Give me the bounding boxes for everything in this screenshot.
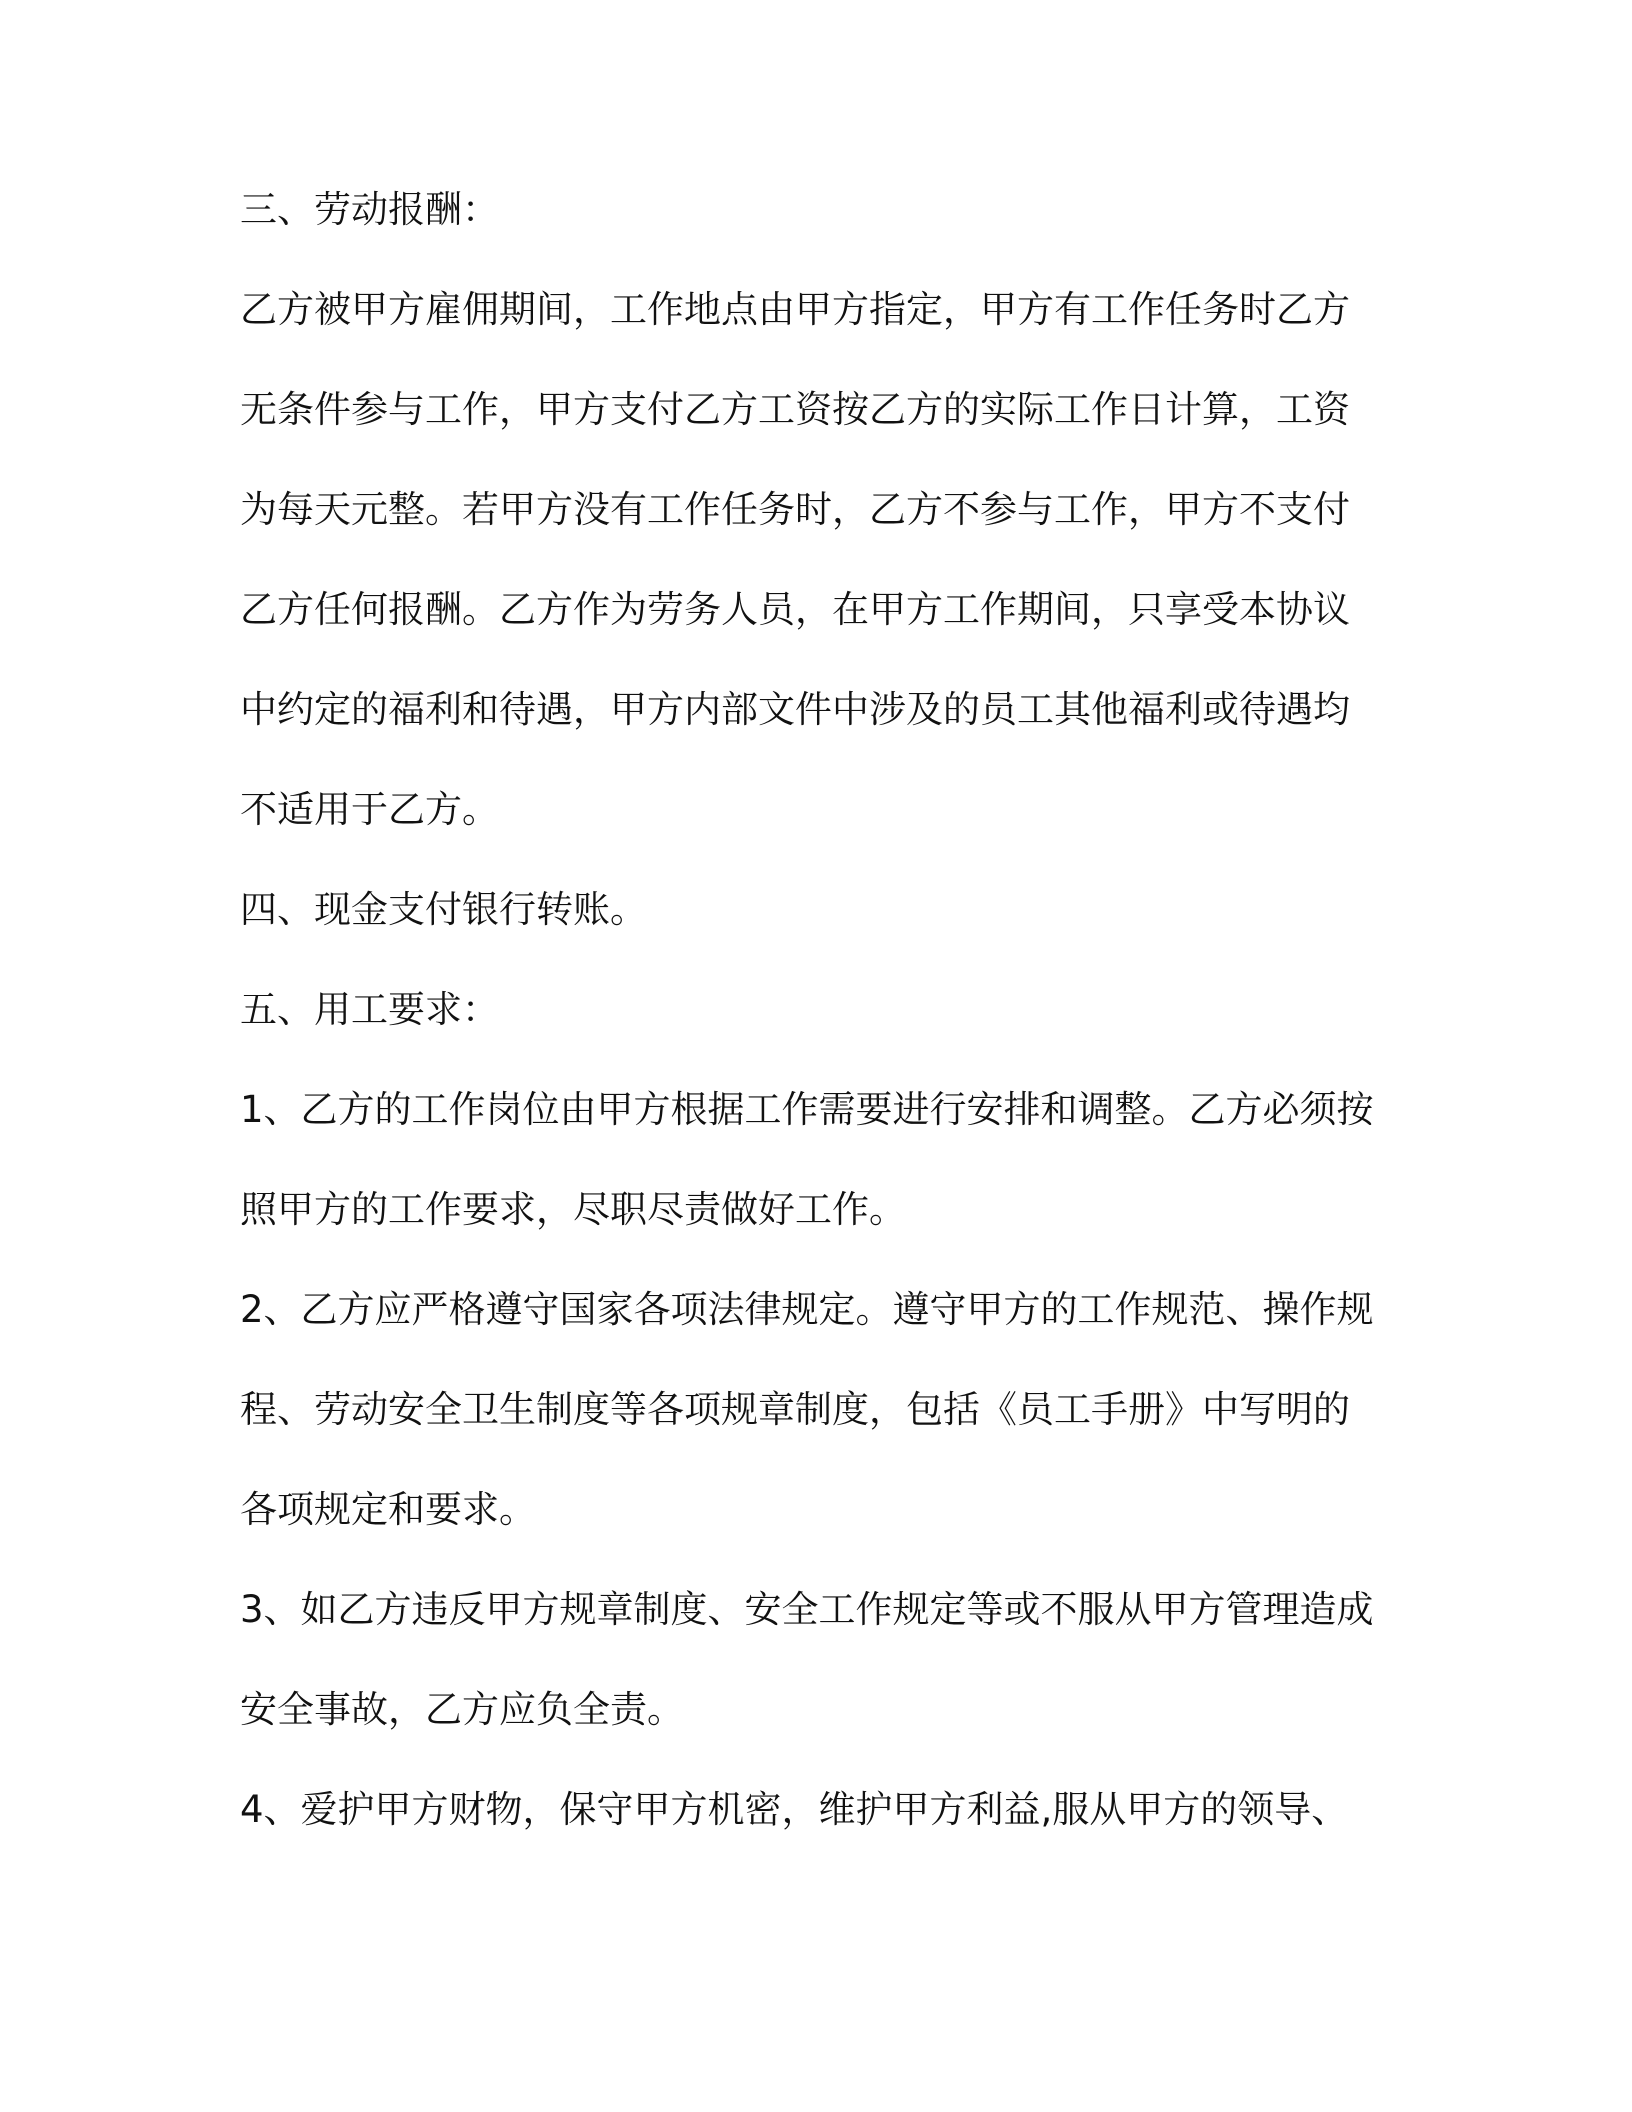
section-3-paragraph-line: 不适用于乙方。: [240, 788, 499, 831]
section-4-heading: 四、现金支付银行转账。: [240, 888, 647, 931]
section-5-item-1-line: 1、乙方的工作岗位由甲方根据工作需要进行安排和调整。乙方必须按: [240, 1088, 1374, 1131]
section-5-item-2-line: 程、劳动安全卫生制度等各项规章制度，包括《员工手册》中写明的: [240, 1388, 1350, 1431]
section-5-item-3-line: 安全事故，乙方应负全责。: [240, 1688, 684, 1731]
section-5-item-2-line: 2、乙方应严格遵守国家各项法律规定。遵守甲方的工作规范、操作规: [240, 1288, 1374, 1331]
section-5-item-2-line: 各项规定和要求。: [240, 1488, 536, 1531]
section-5-item-1-line: 照甲方的工作要求，尽职尽责做好工作。: [240, 1188, 906, 1231]
section-5-item-3-line: 3、如乙方违反甲方规章制度、安全工作规定等或不服从甲方管理造成: [240, 1588, 1374, 1631]
section-5-item-4-line: 4、爱护甲方财物，保守甲方机密，维护甲方利益,服从甲方的领导、: [240, 1788, 1349, 1831]
section-3-paragraph-line: 中约定的福利和待遇，甲方内部文件中涉及的员工其他福利或待遇均: [240, 688, 1350, 731]
section-3-heading: 三、劳动报酬：: [240, 188, 499, 231]
section-3-paragraph-line: 为每天元整。若甲方没有工作任务时，乙方不参与工作，甲方不支付: [240, 488, 1350, 531]
section-3-paragraph-line: 乙方任何报酬。乙方作为劳务人员，在甲方工作期间，只享受本协议: [240, 588, 1350, 631]
section-3-paragraph-line: 乙方被甲方雇佣期间，工作地点由甲方指定，甲方有工作任务时乙方: [240, 288, 1350, 331]
section-5-heading: 五、用工要求：: [240, 988, 499, 1031]
section-3-paragraph-line: 无条件参与工作，甲方支付乙方工资按乙方的实际工作日计算，工资: [240, 388, 1350, 431]
